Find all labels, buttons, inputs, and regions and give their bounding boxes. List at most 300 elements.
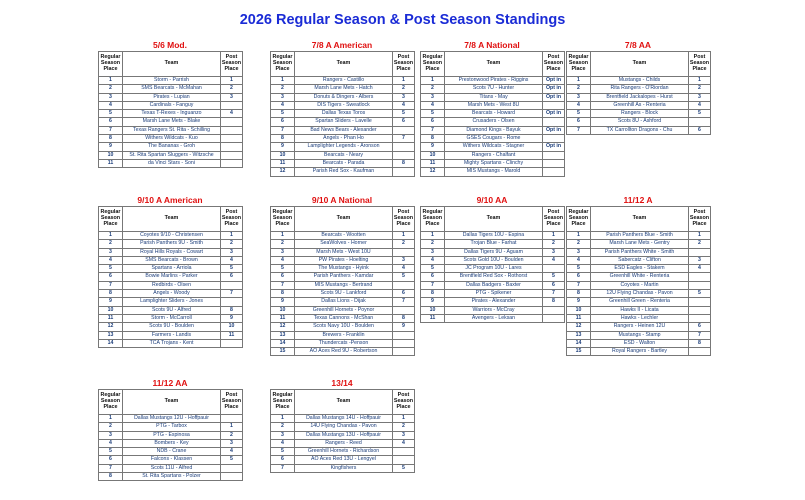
regular-place-cell: 10 [421, 151, 445, 159]
post-place-cell: 2 [221, 240, 243, 248]
post-place-cell: 1 [393, 415, 415, 423]
header-team: Team [445, 52, 543, 77]
table-row [99, 143, 243, 151]
team-cell: Bowie Marlins - Parker [123, 273, 221, 281]
post-place-cell: 5 [221, 265, 243, 273]
regular-place-cell: 2 [271, 423, 295, 431]
table-row [567, 290, 711, 298]
header-place: Regular Season Place [99, 207, 123, 232]
regular-place-cell: 5 [99, 448, 123, 456]
table-row [421, 306, 565, 314]
post-place-cell: 3 [221, 248, 243, 256]
post-place-cell: 6 [221, 273, 243, 281]
table-row [99, 101, 243, 109]
header-team: Team [123, 207, 221, 232]
post-place-cell: 1 [393, 232, 415, 240]
header-row [421, 52, 565, 77]
post-place-cell [221, 473, 243, 481]
standings-table [98, 51, 243, 168]
regular-place-cell: 12 [271, 323, 295, 331]
table-row [567, 126, 711, 134]
regular-place-cell: 4 [271, 256, 295, 264]
team-cell: Rangers - Block [591, 110, 689, 118]
regular-place-cell: 4 [567, 256, 591, 264]
table-row [421, 281, 565, 289]
table-row [99, 281, 243, 289]
post-place-cell [221, 464, 243, 472]
post-place-cell: 3 [221, 93, 243, 101]
team-cell: Greenhill Hornets - Poynor [295, 306, 393, 314]
table-row [99, 423, 243, 431]
division-title: 9/10 AA [476, 195, 508, 205]
post-place-cell: 6 [543, 281, 565, 289]
post-place-cell: 10 [221, 323, 243, 331]
table-row [567, 93, 711, 101]
team-cell: MIS Mustangs - Bertrand [295, 281, 393, 289]
post-place-cell [689, 306, 711, 314]
table-row [99, 273, 243, 281]
table-row [271, 159, 415, 167]
header-row [271, 52, 415, 77]
division-title: 5/6 Mod. [152, 40, 187, 50]
regular-place-cell: 3 [99, 431, 123, 439]
post-place-cell [393, 331, 415, 339]
regular-place-cell: 8 [99, 135, 123, 143]
team-cell: Scots 9U - Lankford [295, 290, 393, 298]
team-cell: PTG - Spikener [445, 290, 543, 298]
post-place-cell [689, 273, 711, 281]
table-row [99, 256, 243, 264]
regular-place-cell: 4 [271, 101, 295, 109]
team-cell: Lamplighter Legends - Aronson [295, 143, 393, 151]
team-cell: Dallas Badgers - Baxter [445, 281, 543, 289]
regular-place-cell: 6 [271, 118, 295, 126]
page-title: 2026 Regular Season & Post Season Standings [239, 12, 566, 28]
post-place-cell: 4 [689, 101, 711, 109]
post-place-cell [221, 281, 243, 289]
team-cell: Royal Hills Royals - Cowart [123, 248, 221, 256]
table-row [271, 151, 415, 159]
post-place-cell [689, 248, 711, 256]
team-cell: Rangers - Reed [295, 439, 393, 447]
team-cell: Greenhill Green - Renteria [591, 298, 689, 306]
division-block [98, 40, 242, 168]
post-place-cell: 7 [689, 331, 711, 339]
team-cell: MIS Mustangs - Marold [445, 168, 543, 176]
regular-place-cell: 7 [271, 281, 295, 289]
header-place: Regular Season Place [271, 52, 295, 77]
table-row [271, 431, 415, 439]
team-cell: Marsh Mets - West 8U [445, 101, 543, 109]
regular-place-cell: 14 [99, 339, 123, 347]
team-cell: Cardinals - Fanguy [123, 101, 221, 109]
table-row [421, 159, 565, 167]
regular-place-cell: 13 [99, 331, 123, 339]
table-row [567, 232, 711, 240]
regular-place-cell: 1 [271, 415, 295, 423]
regular-place-cell: 6 [421, 118, 445, 126]
team-cell: Prestonwood Pirates - Riggins [445, 77, 543, 85]
post-place-cell [543, 159, 565, 167]
table-row [421, 314, 565, 322]
table-row [421, 290, 565, 298]
post-place-cell: 3 [689, 256, 711, 264]
post-place-cell [221, 118, 243, 126]
team-cell: St. Rita Spartans - Polzer [123, 473, 221, 481]
regular-place-cell: 11 [421, 159, 445, 167]
table-row [99, 85, 243, 93]
regular-place-cell: 5 [271, 448, 295, 456]
regular-place-cell: 5 [271, 110, 295, 118]
team-cell: Bearcats - Parada [295, 159, 393, 167]
table-row [421, 93, 565, 101]
regular-place-cell: 2 [567, 240, 591, 248]
team-cell: Redbirds - Olsen [123, 281, 221, 289]
regular-place-cell: 5 [99, 110, 123, 118]
table-row [271, 265, 415, 273]
table-row [99, 93, 243, 101]
table-row [421, 232, 565, 240]
post-place-cell: 5 [393, 110, 415, 118]
table-row [271, 281, 415, 289]
table-row [271, 77, 415, 85]
post-place-cell [543, 168, 565, 176]
post-place-cell: 4 [393, 265, 415, 273]
table-row [99, 306, 243, 314]
post-place-cell [689, 348, 711, 356]
team-cell: Dallas Mustangs 13U - Hoffpauir [295, 431, 393, 439]
regular-place-cell: 14 [271, 339, 295, 347]
header-row [421, 207, 565, 232]
team-cell: Scots Gold 10U - Boulden [445, 256, 543, 264]
regular-place-cell: 8 [99, 473, 123, 481]
regular-place-cell: 11 [421, 314, 445, 322]
post-place-cell: 1 [689, 232, 711, 240]
header-post: Post Season Place [221, 390, 243, 415]
team-cell: Bad News Bears - Alexander [295, 126, 393, 134]
regular-place-cell: 7 [421, 126, 445, 134]
post-place-cell: 7 [221, 290, 243, 298]
regular-place-cell: 2 [99, 240, 123, 248]
regular-place-cell: 4 [99, 439, 123, 447]
division-title: 9/10 A American [137, 195, 203, 205]
regular-place-cell: 6 [567, 273, 591, 281]
table-row [271, 348, 415, 356]
regular-place-cell: 12 [421, 168, 445, 176]
post-place-cell: 4 [393, 439, 415, 447]
team-cell: Marsh Lane Mets - Blake [123, 118, 221, 126]
team-cell: Withers Wildcats - Kuo [123, 135, 221, 143]
post-place-cell: 5 [689, 110, 711, 118]
post-place-cell: 8 [543, 298, 565, 306]
table-row [421, 126, 565, 134]
table-row [99, 439, 243, 447]
regular-place-cell: 13 [567, 331, 591, 339]
regular-place-cell: 9 [99, 298, 123, 306]
table-row [271, 93, 415, 101]
post-place-cell [543, 118, 565, 126]
header-place: Regular Season Place [99, 52, 123, 77]
team-cell: Marsh Mets - West 10U [295, 248, 393, 256]
regular-place-cell: 9 [271, 143, 295, 151]
table-row [271, 306, 415, 314]
post-place-cell: Opt in [543, 85, 565, 93]
table-row [567, 348, 711, 356]
team-cell: The Bananas - Groh [123, 143, 221, 151]
post-place-cell [221, 415, 243, 423]
header-post: Post Season Place [689, 207, 711, 232]
table-row [567, 248, 711, 256]
post-place-cell: 6 [689, 323, 711, 331]
regular-place-cell: 2 [271, 240, 295, 248]
team-cell: Titans - May [445, 93, 543, 101]
post-place-cell: 5 [393, 273, 415, 281]
team-cell: Greenhill Hornets - Richardson [295, 448, 393, 456]
table-row [271, 331, 415, 339]
post-place-cell: 1 [543, 232, 565, 240]
post-place-cell: 1 [393, 77, 415, 85]
team-cell: Spartan Sliders - Lavelle [295, 118, 393, 126]
team-cell: Sabercatz - Clifton [591, 256, 689, 264]
regular-place-cell: 12 [271, 168, 295, 176]
team-cell: Hawks II - Licata [591, 306, 689, 314]
team-cell: Scots Navy 10U - Boulden [295, 323, 393, 331]
post-place-cell: Opt in [543, 77, 565, 85]
team-cell: SMS Bearcats - Brown [123, 256, 221, 264]
table-row [271, 240, 415, 248]
table-row [567, 256, 711, 264]
team-cell: Farmers - Landis [123, 331, 221, 339]
table-row [567, 101, 711, 109]
post-place-cell [689, 281, 711, 289]
header-row [99, 52, 243, 77]
regular-place-cell: 7 [99, 281, 123, 289]
post-place-cell: Opt in [543, 143, 565, 151]
team-cell: Dallas Tigers 9U - Aguam [445, 248, 543, 256]
team-cell: TCA Trojans - Kent [123, 339, 221, 347]
post-place-cell: 8 [221, 306, 243, 314]
table-row [271, 339, 415, 347]
regular-place-cell: 4 [567, 101, 591, 109]
division-block [566, 40, 710, 135]
table-row [567, 118, 711, 126]
table-row [271, 439, 415, 447]
team-cell: Scots 9U - Alfred [123, 306, 221, 314]
table-row [271, 423, 415, 431]
team-cell: Texas Cannons - McShan [295, 314, 393, 322]
regular-place-cell: 11 [271, 314, 295, 322]
post-place-cell: 6 [393, 118, 415, 126]
header-team: Team [123, 390, 221, 415]
team-cell: Parish Panthers White - Smith [591, 248, 689, 256]
post-place-cell [689, 298, 711, 306]
post-place-cell: 9 [221, 314, 243, 322]
post-place-cell [393, 339, 415, 347]
team-cell: TX Carrollton Dragons - Chu [591, 126, 689, 134]
team-cell: Mighty Spartans - Clinchy [445, 159, 543, 167]
division-block [270, 195, 414, 356]
header-post: Post Season Place [543, 52, 565, 77]
post-place-cell [689, 314, 711, 322]
table-row [421, 168, 565, 176]
table-row [421, 101, 565, 109]
header-place: Regular Season Place [567, 207, 591, 232]
post-place-cell [221, 298, 243, 306]
team-cell: Falcons - Klassen [123, 456, 221, 464]
post-place-cell: 2 [393, 423, 415, 431]
standings-table [420, 51, 565, 177]
team-cell: Avengers - Leksan [445, 314, 543, 322]
table-row [99, 323, 243, 331]
table-row [567, 298, 711, 306]
post-place-cell: 3 [543, 248, 565, 256]
post-place-cell: 9 [393, 323, 415, 331]
regular-place-cell: 3 [421, 93, 445, 101]
table-row [567, 85, 711, 93]
table-row [271, 126, 415, 134]
table-row [421, 135, 565, 143]
team-cell: Parish Panthers Blue - Smith [591, 232, 689, 240]
regular-place-cell: 12 [99, 323, 123, 331]
post-place-cell: 5 [393, 464, 415, 472]
regular-place-cell: 6 [99, 456, 123, 464]
table-row [567, 331, 711, 339]
post-place-cell [543, 151, 565, 159]
team-cell: Coyotes - Martin [591, 281, 689, 289]
regular-place-cell: 8 [271, 135, 295, 143]
team-cell: PTG - Espinosa [123, 431, 221, 439]
post-place-cell: 7 [543, 290, 565, 298]
post-place-cell [689, 118, 711, 126]
regular-place-cell: 5 [567, 265, 591, 273]
header-post: Post Season Place [393, 52, 415, 77]
regular-place-cell: 1 [99, 232, 123, 240]
team-cell: Rangers - Chalfant [445, 151, 543, 159]
regular-place-cell: 1 [567, 232, 591, 240]
regular-place-cell: 7 [567, 126, 591, 134]
regular-place-cell: 6 [271, 456, 295, 464]
team-cell: The Mustangs - Hyink [295, 265, 393, 273]
team-cell: PW Pirates - Hoelting [295, 256, 393, 264]
table-row [567, 265, 711, 273]
post-place-cell: 2 [221, 431, 243, 439]
table-row [99, 473, 243, 481]
regular-place-cell: 10 [567, 306, 591, 314]
post-place-cell: 2 [393, 240, 415, 248]
header-place: Regular Season Place [99, 390, 123, 415]
post-place-cell: 4 [221, 110, 243, 118]
regular-place-cell: 14 [567, 339, 591, 347]
team-cell: Dallas Mustangs 12U - Hoffpauir [123, 415, 221, 423]
team-cell: Trojan Blue - Farhat [445, 240, 543, 248]
regular-place-cell: 1 [421, 77, 445, 85]
team-cell: Pirates - Lupian [123, 93, 221, 101]
header-post: Post Season Place [393, 390, 415, 415]
team-cell: Royal Rangers - Bartley [591, 348, 689, 356]
table-row [567, 306, 711, 314]
division-title: 7/8 A National [464, 40, 520, 50]
regular-place-cell: 6 [99, 273, 123, 281]
table-row [421, 77, 565, 85]
table-row [99, 464, 243, 472]
team-cell: Hawks - Lechler [591, 314, 689, 322]
regular-place-cell: 3 [271, 431, 295, 439]
table-row [99, 314, 243, 322]
table-row [421, 110, 565, 118]
post-place-cell: 4 [221, 256, 243, 264]
regular-place-cell: 2 [421, 240, 445, 248]
table-row [567, 273, 711, 281]
standings-table [98, 389, 243, 481]
team-cell: Diamond Kings - Bayuk [445, 126, 543, 134]
standings-table [270, 206, 415, 356]
standings-table [420, 206, 565, 323]
post-place-cell [393, 168, 415, 176]
regular-place-cell: 2 [99, 85, 123, 93]
header-team: Team [591, 207, 689, 232]
regular-place-cell: 5 [99, 265, 123, 273]
regular-place-cell: 10 [99, 151, 123, 159]
header-place: Regular Season Place [271, 207, 295, 232]
table-row [99, 331, 243, 339]
regular-place-cell: 9 [271, 298, 295, 306]
team-cell: Brentfield Jackalopes - Hurst [591, 93, 689, 101]
team-cell: Angels - Woody [123, 290, 221, 298]
regular-place-cell: 11 [567, 314, 591, 322]
table-row [421, 273, 565, 281]
header-team: Team [445, 207, 543, 232]
post-place-cell: 2 [689, 240, 711, 248]
standings-table [270, 389, 415, 473]
team-cell: Thundercats -Penson [295, 339, 393, 347]
post-place-cell [393, 448, 415, 456]
standings-table [566, 206, 711, 356]
regular-place-cell: 2 [421, 85, 445, 93]
table-row [99, 431, 243, 439]
table-row [567, 323, 711, 331]
header-post: Post Season Place [393, 207, 415, 232]
post-place-cell: 2 [221, 85, 243, 93]
team-cell: Bearcats - Howard [445, 110, 543, 118]
header-place: Regular Season Place [271, 390, 295, 415]
division-block [420, 195, 564, 323]
team-cell: Dallas Lions - Dijak [295, 298, 393, 306]
post-place-cell: 3 [689, 93, 711, 101]
table-row [567, 314, 711, 322]
post-place-cell: 5 [543, 273, 565, 281]
regular-place-cell: 8 [421, 135, 445, 143]
team-cell: Angels - Phan Ho [295, 135, 393, 143]
post-place-cell: 1 [221, 77, 243, 85]
team-cell: Rangers - Castillo [295, 77, 393, 85]
regular-place-cell: 7 [567, 281, 591, 289]
post-place-cell: 8 [393, 314, 415, 322]
regular-place-cell: 13 [271, 331, 295, 339]
table-row [567, 240, 711, 248]
table-row [271, 168, 415, 176]
table-row [271, 290, 415, 298]
table-row [271, 448, 415, 456]
table-row [567, 77, 711, 85]
header-row [99, 390, 243, 415]
division-title: 7/8 AA [624, 40, 652, 50]
regular-place-cell: 3 [271, 93, 295, 101]
header-post: Post Season Place [689, 52, 711, 77]
regular-place-cell: 10 [421, 306, 445, 314]
table-row [567, 110, 711, 118]
post-place-cell: 4 [543, 256, 565, 264]
table-row [99, 151, 243, 159]
